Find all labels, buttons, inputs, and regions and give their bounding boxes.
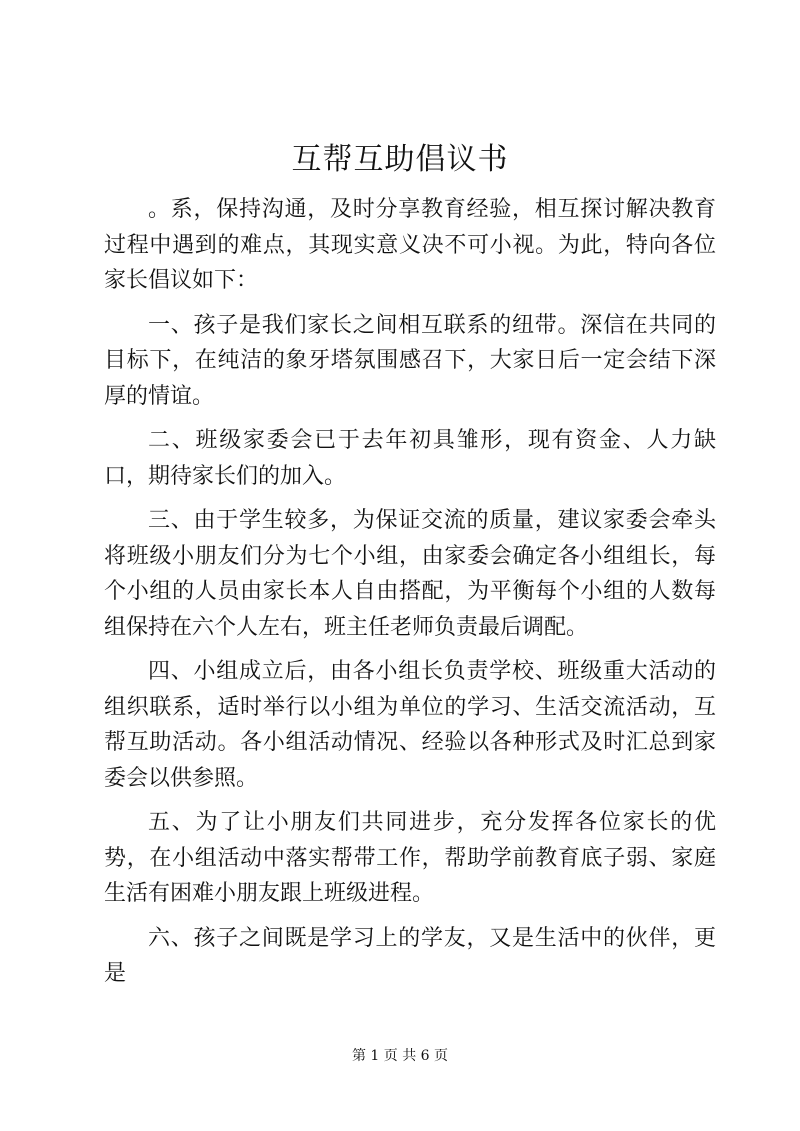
paragraph-intro: 。系，保持沟通，及时分享教育经验，相互探讨解决教育过程中遇到的难点，其现实意义决不可小视。为此，特向各位家长倡议如下：	[104, 197, 716, 293]
paragraph-4: 四、小组成立后，由各小组长负责学校、班级重大活动的组织联系，适时举行以小组为单位的学习、生活交流活动，互帮互助活动。各小组活动情况、经验以各种形式及时汇总到家委会以供参照。	[104, 659, 716, 791]
paragraph-5: 五、为了让小朋友们共同进步，充分发挥各位家长的优势，在小组活动中落实帮带工作，帮助学前教育底子弱、家庭生活有困难小朋友跟上班级进程。	[104, 810, 716, 906]
paragraph-1: 一、孩子是我们家长之间相互联系的纽带。深信在共同的目标下，在纯洁的象牙塔氛围感召下，大家日后一定会结下深厚的情谊。	[104, 312, 716, 409]
paragraph-2: 二、班级家委会已于去年初具雏形，现有资金、人力缺口，期待家长们的加入。	[104, 428, 716, 489]
document-title: 互帮互助倡议书	[291, 142, 509, 177]
page-number-footer: 第 1 页 共 6 页	[351, 1048, 449, 1064]
paragraph-3: 三、由于学生较多，为保证交流的质量，建议家委会牵头将班级小朋友们分为七个小组，由家委会确定各小组组长，每个小组的人员由家长本人自由搭配，为平衡每个小组的人数每组保持在六个人左右，班主任老师负责最后调配。	[104, 508, 716, 640]
paragraph-6: 六、孩子之间既是学习上的学友，又是生活中的伙伴，更是	[104, 925, 716, 986]
document-body	[104, 192, 716, 1001]
